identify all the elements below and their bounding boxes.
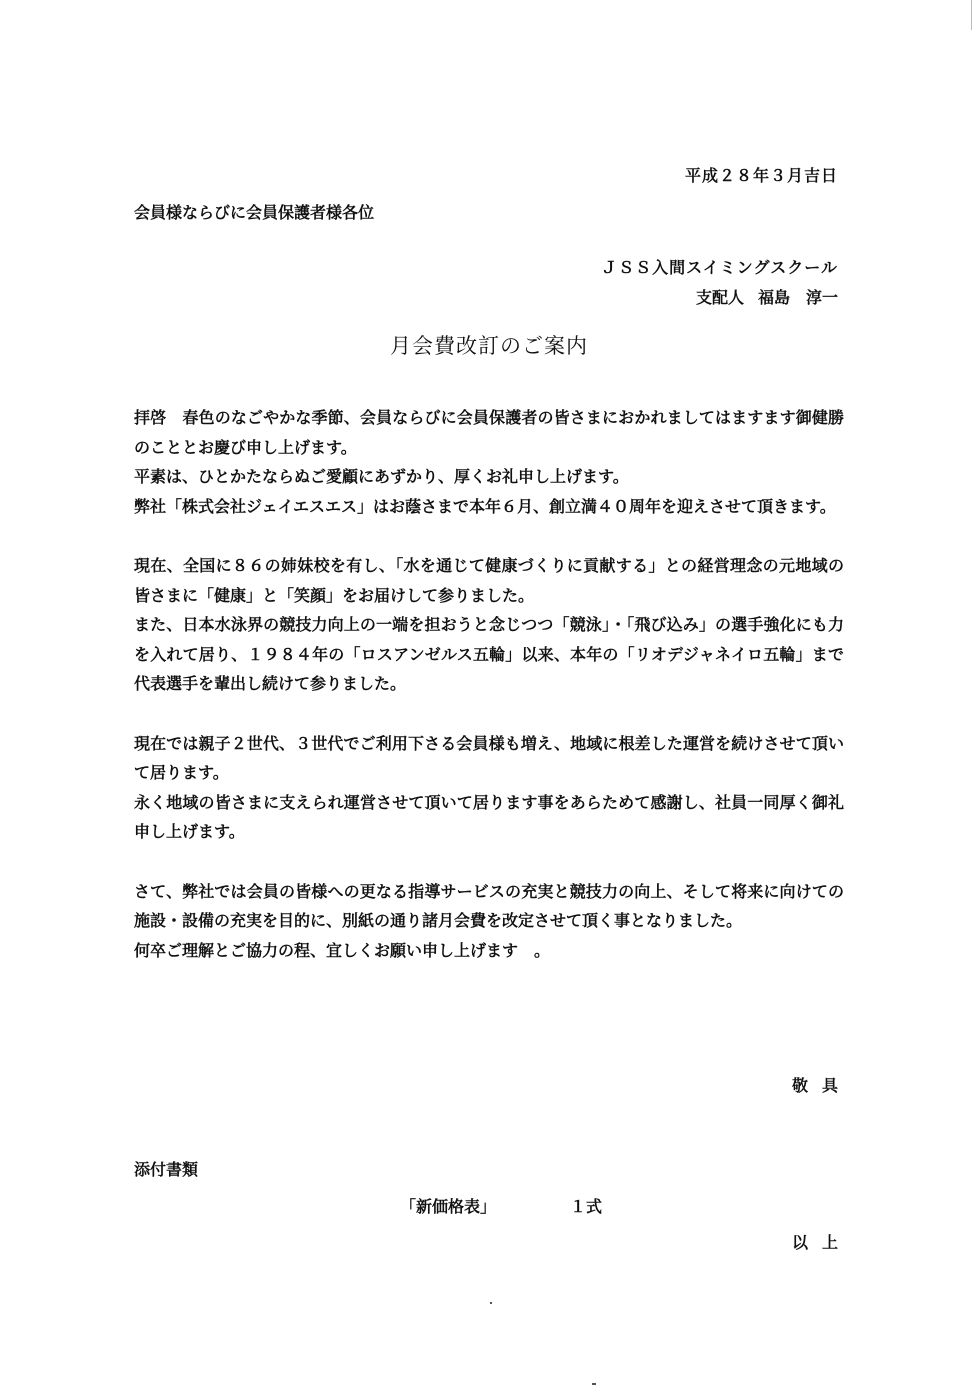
attachments-label: 添付書類 — [134, 1160, 199, 1179]
attachment-item: 「新価格表」 — [400, 1197, 497, 1216]
body-paragraph-gratitude: 永く地域の皆さまに支えられ運営させて頂いて居ります事をあらためて感謝し、社員一同厚く御礼申し上げます。 — [134, 792, 844, 841]
letter-body — [134, 403, 844, 965]
scan-speck — [490, 1302, 492, 1304]
letter-date: 平成２８年３月吉日 — [684, 166, 838, 185]
paragraph-gap — [134, 699, 844, 729]
attachment-quantity: １式 — [570, 1197, 603, 1216]
body-paragraph-schools: 現在、全国に８６の姉妹校を有し、「水を通じて健康づくりに貢献する」との経営理念の元地域の皆さまに「健康」と「笑顔」をお届けして参りました。 — [134, 556, 844, 605]
scan-speck — [592, 1383, 596, 1385]
paragraph-gap — [134, 521, 844, 551]
body-paragraph-request: 何卒ご理解とご協力の程、宜しくお願い申し上げます 。 — [134, 940, 551, 960]
body-paragraph-anniversary: 弊社「株式会社ジェイエスエス」はお蔭さまで本年６月、創立満４０周年を迎えさせて頂きます。 — [134, 496, 836, 516]
paragraph-gap — [134, 847, 844, 877]
body-paragraph-athletes: また、日本水泳界の競技力向上の一端を担おうと念じつつ「競泳」・「飛び込み」の選手強化にも力を入れて居り、１９８４年の「ロスアンゼルス五輪」以来、本年の「リオデジャネイロ五輪」まで代表選手を輩出し続けて参りました。 — [134, 615, 844, 693]
sender-organization: ＪＳＳ入間スイミングスクール — [601, 258, 838, 277]
sender-signature — [696, 285, 838, 308]
addressee: 会員様ならびに会員保護者様各位 — [134, 203, 375, 222]
letter-title: 月会費改訂のご案内 — [390, 334, 588, 358]
body-paragraph-generations: 現在では親子２世代、３世代でご利用下さる会員様も増え、地域に根差した運営を続けさせて頂いて居ります。 — [134, 733, 844, 782]
end-mark: 以上 — [791, 1233, 852, 1252]
sender-name: 福島 淳一 — [757, 288, 838, 307]
body-paragraph-fee-revision: さて、弊社では会員の皆様への更なる指導サービスの充実と競技力の向上、そして将来に向けての施設・設備の充実を目的に、別紙の通り諸月会費を改定させて頂く事となりました。 — [134, 881, 844, 930]
body-paragraph-greeting: 拝啓 春色のなごやかな季節、会員ならびに会員保護者の皆さまにおかれましてはますます御健勝のこととお慶び申し上げます。 — [134, 408, 844, 457]
body-paragraph-thanks: 平素は、ひとかたならぬご愛顧にあずかり、厚くお礼申し上げます。 — [134, 467, 629, 486]
scan-edge-mark — [971, 0, 972, 30]
closing-keigu: 敬具 — [791, 1076, 852, 1095]
sender-role: 支配人 — [695, 288, 744, 307]
